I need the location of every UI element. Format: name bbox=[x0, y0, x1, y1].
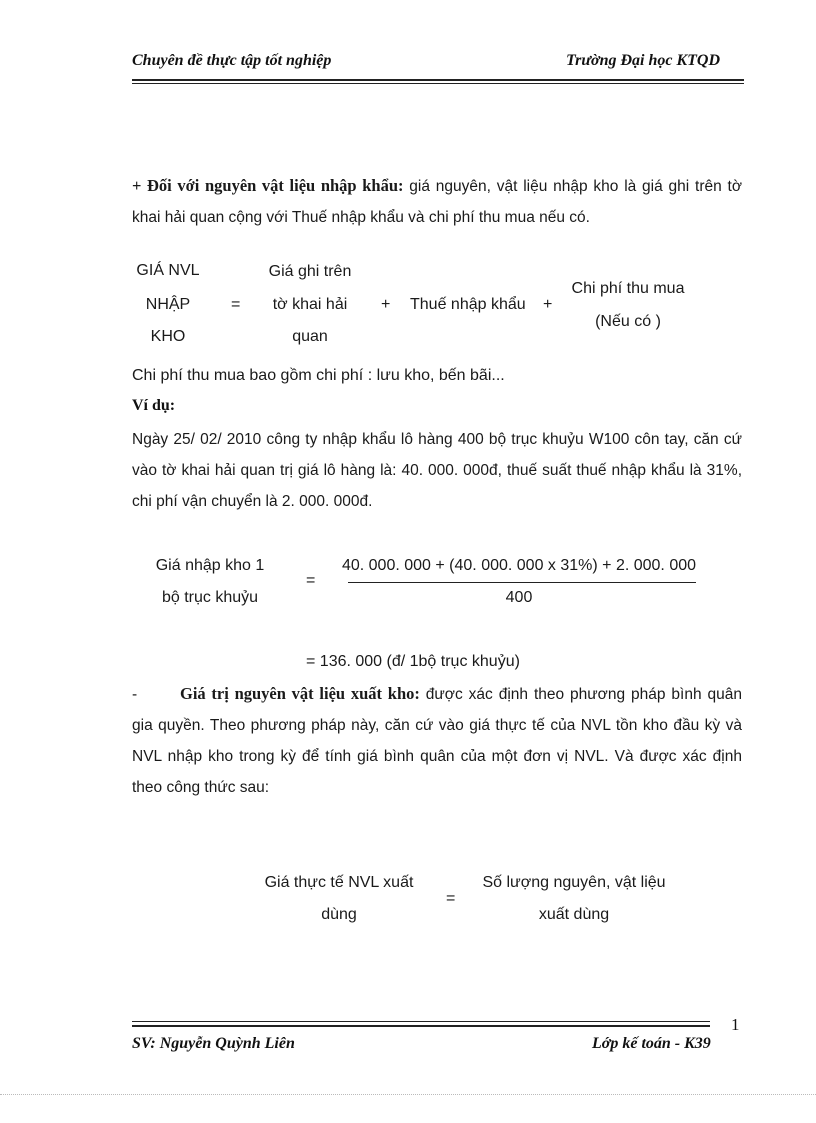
formula1-term1-line3: quan bbox=[292, 328, 328, 345]
formula3-lhs-line1: Giá thực tế NVL xuất bbox=[264, 874, 414, 891]
header-rule-top bbox=[132, 79, 744, 81]
formula1-term3-line1: Chi phí thu mua bbox=[571, 280, 685, 297]
formula2-lhs-line2: bộ trục khuỷu bbox=[161, 589, 259, 606]
header-rule-bottom bbox=[132, 83, 744, 84]
formula3-lhs-line2: dùng bbox=[321, 906, 357, 923]
example-label: Ví dụ: bbox=[132, 397, 176, 414]
formula2-equals: = bbox=[306, 572, 316, 589]
page-edge-dotted-line bbox=[0, 1094, 816, 1095]
formula2-fraction-bar bbox=[348, 582, 696, 583]
formula2-lhs-line1: Giá nhập kho 1 bbox=[155, 557, 265, 574]
formula2-result: = 136. 000 (đ/ 1bộ trục khuỷu) bbox=[306, 653, 520, 670]
footer-right: Lớp kế toán - K39 bbox=[592, 1035, 711, 1052]
paragraph-issued-body: được xác định theo phương pháp bình quân gia quyền. Theo phương pháp này, căn cứ vào giá thực tế của NVL tồn kho đầu kỳ và NVL nhập kho trong kỳ để tính giá bình quân của một đơn vị NVL. Và được xác định theo công thức sau: bbox=[132, 686, 742, 796]
paragraph-imported-body: giá nguyên, vật liệu nhập kho là giá ghi trên tờ khai hải quan cộng với Thuế nhập khẩu và chi phí thu mua nếu có. bbox=[132, 178, 742, 226]
formula2-numerator: 40. 000. 000 + (40. 000. 000 x 31%) + 2. 000. 000 bbox=[341, 557, 697, 574]
paragraph-issued-heading: Giá trị nguyên vật liệu xuất kho: bbox=[180, 684, 420, 703]
formula1-lhs-line3: KHO bbox=[150, 328, 186, 345]
footer-rule-bottom bbox=[132, 1025, 710, 1027]
formula1-plus2: + bbox=[543, 296, 553, 313]
formula1-term2: Thuế nhập khẩu bbox=[410, 296, 526, 313]
paragraph-issued-materials bbox=[132, 678, 742, 803]
formula1-lhs-line1: GIÁ NVL bbox=[136, 262, 200, 279]
formula3-equals: = bbox=[446, 890, 456, 907]
footer-left: SV: Nguyễn Quỳnh Liên bbox=[132, 1035, 295, 1052]
paragraph-imported-materials bbox=[132, 170, 742, 233]
formula1-term1-line1: Giá ghi trên bbox=[268, 263, 352, 280]
formula1-plus1: + bbox=[381, 296, 391, 313]
page-number: 1 bbox=[731, 1015, 740, 1034]
formula3-rhs-line2: xuất dùng bbox=[538, 906, 610, 923]
purchase-cost-note: Chi phí thu mua bao gồm chi phí : lưu kho, bến bãi... bbox=[132, 367, 505, 384]
formula2-denominator: 400 bbox=[505, 589, 533, 606]
paragraph-imported-heading: + Đối với nguyên vật liệu nhập khẩu: bbox=[132, 176, 404, 195]
formula1-lhs-line2: NHẬP bbox=[145, 296, 191, 313]
paragraph-issued-dash: - bbox=[132, 686, 138, 703]
formula1-term3-line2: (Nếu có ) bbox=[595, 313, 661, 330]
example-paragraph: Ngày 25/ 02/ 2010 công ty nhập khẩu lô hàng 400 bộ trục khuỷu W100 côn tay, căn cứ vào tờ khai hải quan trị giá lô hàng là: 40. 000. 000đ, thuế suất thuế nhập khẩu là 31%, chi phí vận chuyển là 2. 000. 000đ. bbox=[132, 431, 742, 510]
header-right: Trường Đại học KTQD bbox=[566, 52, 721, 69]
header-left: Chuyên đề thực tập tốt nghiệp bbox=[132, 52, 332, 69]
formula3-rhs-line1: Số lượng nguyên, vật liệu bbox=[482, 874, 666, 891]
footer-rule-top bbox=[132, 1021, 710, 1022]
formula1-term1-line2: tờ khai hải bbox=[272, 296, 348, 313]
formula1-equals: = bbox=[231, 296, 241, 313]
